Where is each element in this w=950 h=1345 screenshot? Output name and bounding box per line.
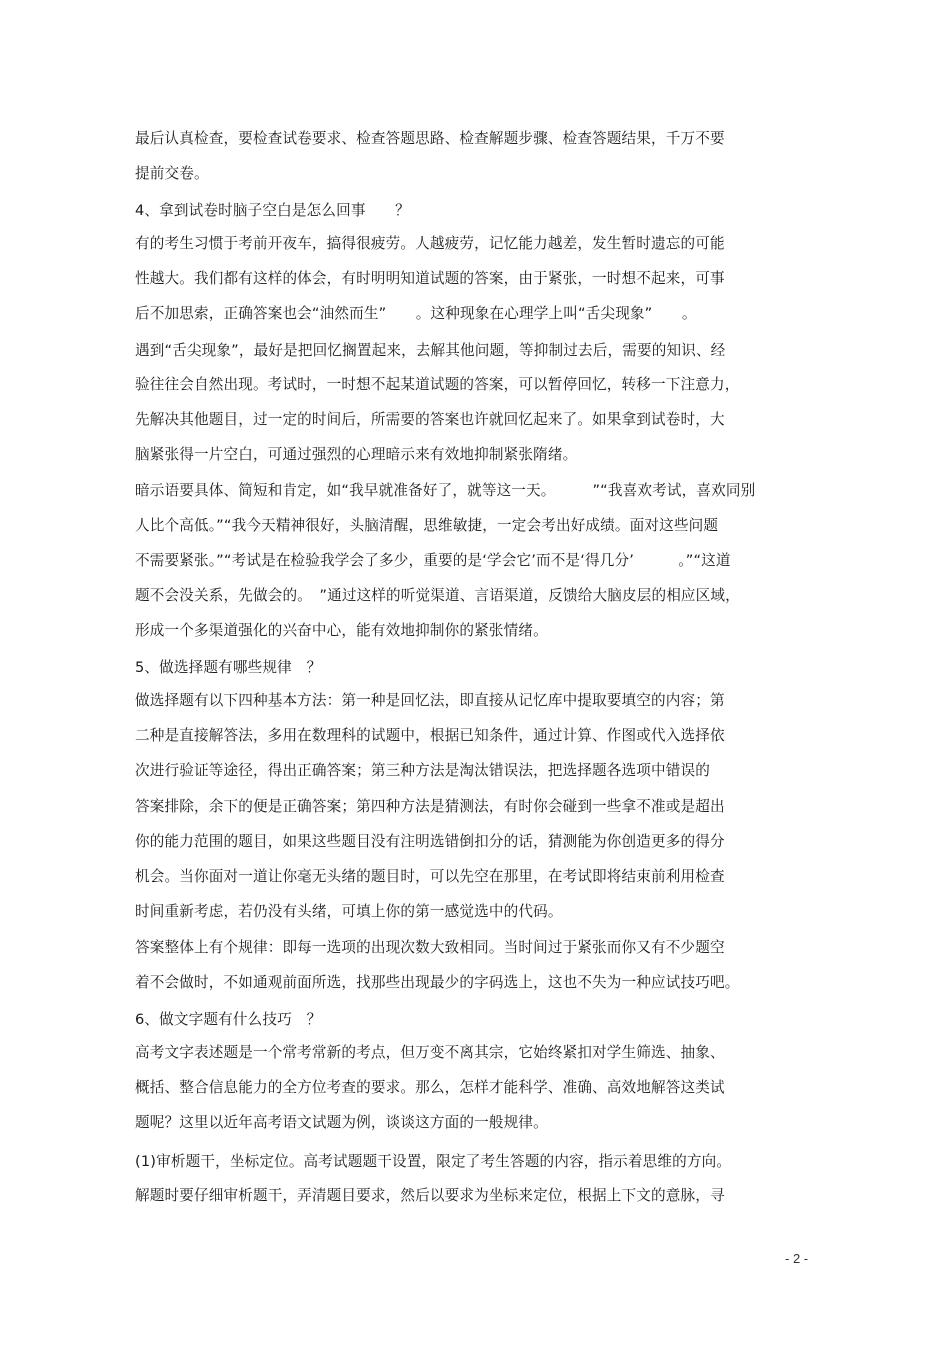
text-line: 概括、整合信息能力的全方位考查的要求。那么，怎样才能科学、准确、高效地解答这类试 — [135, 1079, 725, 1096]
text-line: 先解决其他题目，过一定的时间后，所需要的答案也许就回忆起来了。如果拿到试卷时，大 — [135, 411, 725, 428]
text-line: 做选择题有以下四种基本方法：第一种是回忆法，即直接从记忆库中提取要填空的内容；第 — [135, 692, 725, 709]
text-line: 时间重新考虑，若仍没有头绪，可填上你的第一感觉选中的代码。 — [135, 903, 563, 920]
text-line: 不需要紧张。”“考试是在检验我学会了多少，重要的是‘学会它’而不是‘得几分’ 。”“这道 — [135, 552, 731, 569]
text-line: 形成一个多渠道强化的兴奋中心，能有效地抑制你的紧张情绪。 — [135, 622, 548, 639]
section-heading-6: 6、做文字题有什么技巧 ？ — [135, 1011, 322, 1028]
text-line: 验往往会自然出现。考试时，一时想不起某道试题的答案，可以暂停回忆，转移一下注意力， — [135, 376, 740, 393]
page-number: - 2 - — [785, 1251, 809, 1266]
text-line: 着不会做时，不如通观前面所选，找那些出现最少的字码选上，这也不失为一种应试技巧吧。 — [135, 974, 740, 991]
text-line: 答案排除，余下的便是正确答案；第四种方法是猜测法，有时你会碰到一些拿不准或是超出 — [135, 798, 725, 815]
text-line: 提前交卷。 — [135, 165, 209, 182]
text-line: 机会。当你面对一道让你毫无头绪的题目时，可以先空在那里，在考试即将结束前利用检查 — [135, 868, 725, 885]
text-line: 人比个高低。”“我今天精神很好，头脑清醒，思维敏捷，一定会考出好成绩。面对这些问题 — [135, 517, 719, 534]
text-line: 二种是直接解答法，多用在数理科的试题中，根据已知条件，通过计算、作图或代入选择依 — [135, 727, 725, 744]
text-line: (1)审析题干，坐标定位。高考试题题干设置，限定了考生答题的内容，指示着思维的方向。 — [135, 1153, 732, 1170]
text-line: 你的能力范围的题目，如果这些题目没有注明选错倒扣分的话，猜测能为你创造更多的得分 — [135, 833, 725, 850]
text-line: 最后认真检查，要检查试卷要求、检查答题思路、检查解题步骤、检查答题结果，千万不要 — [135, 130, 725, 147]
text-line: 后不加思索，正确答案也会“油然而生” 。这种现象在心理学上叫“舌尖现象” 。 — [135, 305, 697, 322]
text-line: 题呢？这里以近年高考语文试题为例，谈谈这方面的一般规律。 — [135, 1114, 548, 1131]
text-line: 脑紧张得一片空白，可通过强烈的心理暗示来有效地抑制紧张隋绪。 — [135, 446, 578, 463]
text-line: 遇到“舌尖现象”，最好是把回忆搁置起来，去解其他问题，等抑制过去后，需要的知识、经 — [135, 342, 726, 359]
text-line: 题不会没关系，先做会的。 ”通过这样的听觉渠道、言语渠道，反馈给大脑皮层的相应区域， — [135, 587, 740, 604]
text-line: 高考文字表述题是一个常考常新的考点，但万变不离其宗，它始终紧扣对学生筛选、抽象、 — [135, 1044, 725, 1061]
text-line: 性越大。我们都有这样的体会，有时明明知道试题的答案，由于紧张，一时想不起来，可事 — [135, 270, 725, 287]
text-line: 次进行验证等途径，得出正确答案；第三种方法是淘汰错误法，把选择题各选项中错误的 — [135, 762, 711, 779]
text-line: 暗示语要具体、简短和肯定，如“我早就准备好了，就等这一天。 ”“我喜欢考试，喜欢同别 — [135, 482, 756, 499]
section-heading-4: 4、拿到试卷时脑子空白是怎么回事 ？ — [135, 202, 410, 219]
text-line: 答案整体上有个规律：即每一选项的出现次数大致相同。当时间过于紧张而你又有不少题空 — [135, 939, 725, 956]
text-line: 有的考生习惯于考前开夜车，搞得很疲劳。人越疲劳，记忆能力越差，发生暂时遗忘的可能 — [135, 235, 725, 252]
section-heading-5: 5、做选择题有哪些规律 ？ — [135, 659, 322, 676]
text-line: 解题时要仔细审析题干，弄清题目要求，然后以要求为坐标来定位，根据上下文的意脉，寻 — [135, 1187, 725, 1204]
